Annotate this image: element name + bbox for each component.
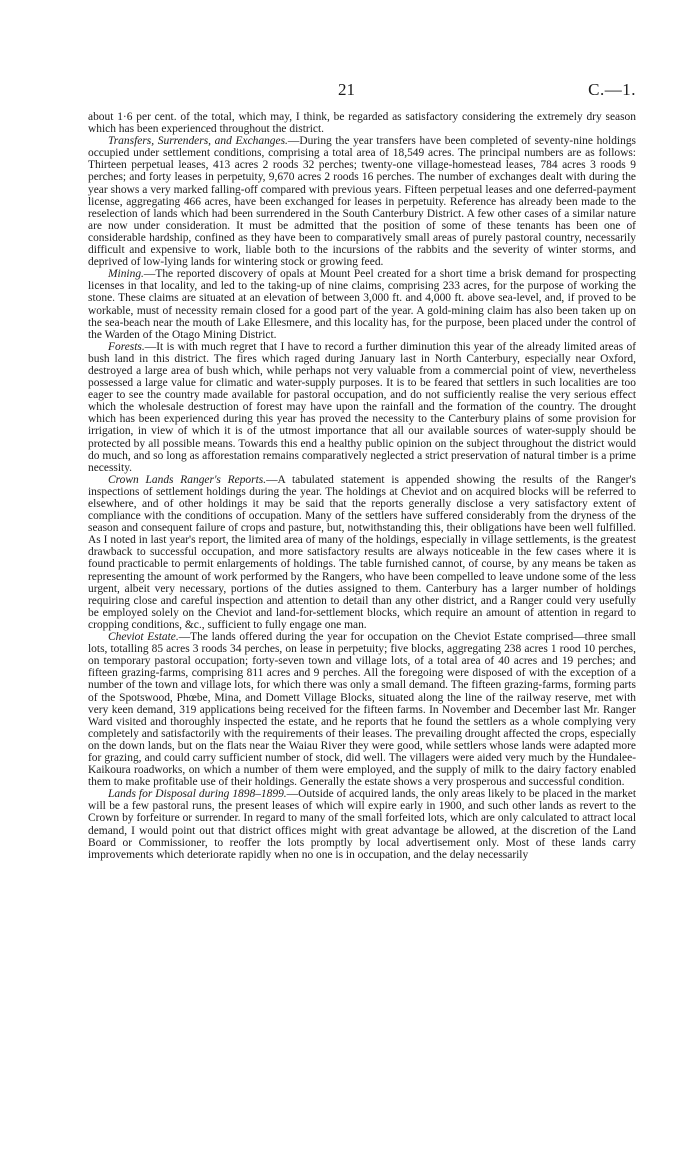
paragraph-text: —A tabulated statement is appended showing the results of the Ranger's inspections of settlement holdings during the year. The holdings at Cheviot and on acquired blocks will be referred to elsewhere, and of other holdings it may be said that the reports generally disclose a very satisfactory extent of compliance with the conditions of occupation. Many of the settlers have suffered considerably from the dryness of the season and consequent failure of crops and pasture, but, notwithstanding this, their obligations have been well fulfilled. As I noted in last year's report, the limited area of many of the holdings, especially in village settlements, is the greatest drawback to successful occupation, and more satisfactory results are always noticeable in the few cases where it is found practicable to permit enlargements of holdings. The table furnished cannot, of course, by any means be taken as representing the amount of work performed by the Rangers, who have been compelled to leave undone some of the less urgent, albeit very necessary, portions of the duties assigned to them. Canterbury has a larger number of holdings requiring close and careful inspection and attention to detail than any other district, and a Ranger could very usefully be employed solely on the Cheviot and land-for-settlement blocks, which require an amount of attention in regard to cropping conditions, &c., sufficient to fully engage one man. xyxy=(88,473,637,631)
paragraph-mining xyxy=(88,268,636,341)
section-heading: Transfers, Surrenders, and Exchanges. xyxy=(108,135,288,148)
paragraph-text: —During the year transfers have been completed of seventy-nine holdings occupied under settlement conditions, comprising a total area of 18,549 acres. The principal numbers are as follows: Thirteen perpetual leases, 413 acres 2 roods 32 perches; twenty-one village-homestead leases, 784 acres 3 roods 9 perches; and forty leases in perpetuity, 9,670 acres 2 roods 16 perches. The number of exchanges dealt with during the year shows a very marked falling-off compared with previous years. Fifteen perpetual leases and one deferred-payment license, aggregating 466 acres, have been exchanged for leases in perpetuity. Reference has already been made to the reselection of lands which had been surrendered in the South Canterbury District. A few other cases of a similar nature are now under consideration. It must be admitted that the position of some of these tenants has been one of considerable hardship, confined as they have been to comparatively small areas of purely pastoral country, necessarily difficult and expensive to work, liable both to the incursions of the rabbits and the severity of winter storms, and deprived of low-lying lands for wintering stock or growing feed. xyxy=(88,135,636,269)
paragraph-text: —Outside of acquired lands, the only areas likely to be placed in the market will be a few pastoral runs, the present leases of which will expire early in 1900, and such other lands as revert to the Crown by forfeiture or surrender. In regard to many of the small forfeited lots, which are only calculated to attract local demand, I would point out that district offices might with great advantage be allowed, at the discretion of the Land Board or Commissioner, to reoffer the lots promptly by local advertisement only. Most of these lands carry improvements which deteriorate rapidly when no one is in occupation, and the delay necessarily xyxy=(88,788,636,861)
paragraph-forests xyxy=(88,341,636,474)
paragraph-continuation xyxy=(88,111,636,135)
paragraph-text: —The lands offered during the year for occupation on the Cheviot Estate comprised—three small lots, totalling 85 acres 3 roods 34 perches, on lease in perpetuity; five blocks, aggregating 238 acres 1 rood 10 perches, on temporary pastoral occupation; forty-seven town and village lots, of a total area of 40 acres and 19 perches; and fifteen grazing-farms, comprising 811 acres and 9 perches. All the foregoing were disposed of with the exception of a number of the town and village lots, for which there was only a small demand. The fifteen grazing-farms, forming parts of the Spotswood, Phœbe, Mina, and Domett Village Blocks, situated along the line of the railway reserve, met with very keen demand, 319 applications being received for the fifteen farms. In November and December last Mr. Ranger Ward visited and thoroughly inspected the estate, and he reports that he found the settlers as a whole complying very completely and satisfactorily with the requirements of their leases. The prevailing drought affected the crops, especially on the down lands, but on the flats near the Waiau River they were good, while settlers whose lands were adapted more for grazing, and could carry sufficient number of stock, did well. The villagers were aided very much by the Hundalee-Kaikoura roadworks, on which a number of them were employed, and the supply of milk to the dairy factory enabled them to make profitable use of their holdings. Generally the estate shows a very prosperous and successful condition. xyxy=(88,631,636,789)
paragraph-lands-for-disposal xyxy=(88,788,636,861)
section-heading: Lands for Disposal during 1898–1899. xyxy=(108,788,287,801)
paragraph-text: about 1·6 per cent. of the total, which may, I think, be regarded as satisfactory considering the extremely dry season which has been experienced throughout the district. xyxy=(88,111,636,136)
section-heading: Mining. xyxy=(108,268,144,281)
section-heading: Crown Lands Ranger's Reports. xyxy=(108,473,267,486)
document-reference: C.—1. xyxy=(588,80,636,99)
body-text xyxy=(88,111,636,861)
paragraph-text: —The reported discovery of opals at Mount Peel created for a short time a brisk demand for prospecting licenses in that locality, and led to the taking-up of nine claims, comprising 233 acres, for the purpose of working the stone. These claims are situated at an elevation of between 3,000 ft. and 4,000 ft. above sea-level, and, if proved to be workable, must of necessity remain closed for a good part of the year. A gold-mining claim has also been taken up on the sea-beach near the mouth of Lake Ellesmere, and this locality has, for the purpose, been placed under the control of the Warden of the Otago Mining District. xyxy=(88,268,636,341)
paragraph-transfers xyxy=(88,135,636,268)
paragraph-text: —It is with much regret that I have to record a further diminution this year of the already limited areas of bush land in this district. The fires which raged during January last in North Canterbury, especially near Oxford, destroyed a large area of bush which, while perhaps not very valuable from a commercial point of view, nevertheless possessed a large value for climatic and water-supply purposes. It is to be feared that settlers in such localities are too eager to see the country made available for pastoral occupation, and do not sufficiently realise the very serious effect which the wholesale destruction of forest may have upon the rainfall and the formation of the country. The drought which has been experienced during this year has proved the necessity to the Canterbury plains of some provision for irrigation, in view of which it is of the utmost importance that all our available sources of water-supply should be protected by all possible means. Towards this end a healthy public opinion on the subject throughout the district would do much, and so long as afforestation remains comparatively neglected a strict preservation of natural timber is a prime necessity. xyxy=(88,340,636,474)
page-number: 21 xyxy=(338,80,355,99)
page-header xyxy=(0,80,700,104)
section-heading: Cheviot Estate. xyxy=(108,631,179,644)
paragraph-cheviot-estate xyxy=(88,631,636,788)
section-heading: Forests. xyxy=(108,340,145,353)
paragraph-ranger-reports xyxy=(88,474,636,631)
